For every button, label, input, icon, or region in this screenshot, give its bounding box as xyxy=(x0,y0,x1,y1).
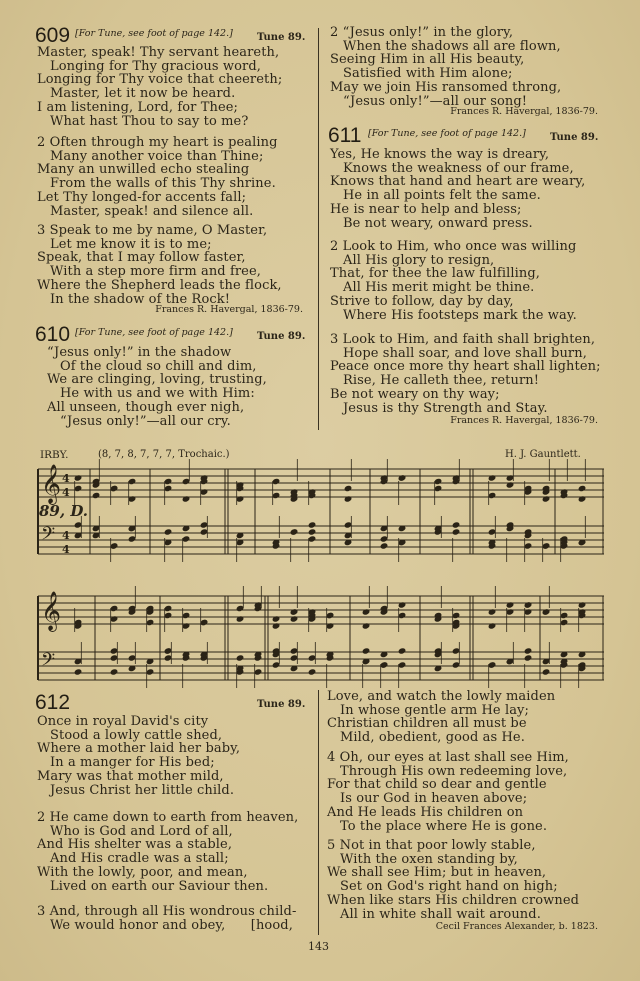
bass-clef-icon: 𝄢 xyxy=(41,524,56,549)
tune-reference: [For Tune, see foot of page 142.] xyxy=(75,28,233,39)
note-head xyxy=(362,622,371,629)
stanza-line: In the shadow of the Rock! xyxy=(50,291,231,307)
stanza-line: He in all points felt the same. xyxy=(343,188,541,204)
note-head xyxy=(398,601,407,608)
time-signature: 4 xyxy=(62,529,70,542)
stanza-line: With a step more firm and free, xyxy=(50,264,262,280)
note-head xyxy=(110,668,119,675)
note-head xyxy=(290,615,299,622)
stanza-line: “Jesus only!”—all our song! xyxy=(343,93,528,109)
stanza-line: He with us and we with Him: xyxy=(60,386,255,402)
time-signature: 4 xyxy=(62,543,70,556)
stanza-line: Master, let it now be heard. xyxy=(50,86,236,102)
tune-reference: [For Tune, see foot of page 142.] xyxy=(75,327,233,338)
stanza-line: With the lowly, poor, and mean, xyxy=(37,864,248,880)
note-head xyxy=(236,654,245,661)
stanza-line: All His merit might be thine. xyxy=(343,280,535,296)
treble-clef-icon: 𝄞 xyxy=(41,591,62,631)
note-head xyxy=(308,521,317,528)
stanza-line: Let me know it is to me; xyxy=(50,236,212,252)
stanza-line: In whose gentle arm He lay; xyxy=(340,702,529,718)
stanza-line: In a manger for His bed; xyxy=(50,755,215,771)
stanza-line: Seeing Him in all His beauty, xyxy=(330,52,525,68)
stanza-line: Mild, obedient, good as He. xyxy=(340,730,525,746)
author-credit: Frances R. Havergal, 1836-79. xyxy=(450,106,598,117)
note-head xyxy=(398,647,407,654)
stanza-line: What hast Thou to say to me? xyxy=(50,113,249,129)
stanza-line: We shall see Him; but in heaven, xyxy=(327,865,547,881)
stanza-line: 2 Often through my heart is pealing xyxy=(37,135,278,150)
stanza-line: All in white shall wait around. xyxy=(340,906,541,922)
note-head xyxy=(92,492,101,499)
note-head xyxy=(380,542,389,549)
stanza-line: Jesus is thy Strength and Stay. xyxy=(343,400,548,416)
stanza-line: From the walls of this Thy shrine. xyxy=(50,176,276,192)
note-head xyxy=(182,495,191,502)
stanza-line: Through His own redeeming love, xyxy=(340,763,568,779)
composer: H. J. Gauntlett. xyxy=(505,449,581,460)
stanza-line: Once in royal David's city xyxy=(37,714,209,729)
stanza-line: He is near to help and bless; xyxy=(330,201,522,217)
note-head xyxy=(398,474,407,481)
stanza-line: I am listening, Lord, for Thee; xyxy=(37,99,239,115)
note-head xyxy=(524,601,533,608)
note-head xyxy=(74,668,83,675)
stanza-line: Where a mother laid her baby, xyxy=(37,741,241,757)
stanza-line: Strive to follow, day by day, xyxy=(330,293,514,309)
time-signature: 4 xyxy=(62,472,70,485)
stanza-line: Is our God in heaven above; xyxy=(340,791,528,807)
tune-label: 89, D. xyxy=(39,502,89,520)
note-head xyxy=(272,622,281,629)
note-head xyxy=(164,528,173,535)
stanza-line: 5 Not in that poor lowly stable, xyxy=(327,838,536,853)
stanza-line: Lived on earth our Saviour then. xyxy=(50,878,269,894)
stanza-line: When like stars His children crowned xyxy=(327,892,580,908)
stanza-line: Mary was that mother mild, xyxy=(37,768,224,784)
stanza-line: For that child so dear and gentle xyxy=(327,777,547,793)
tune-reference: [For Tune, see foot of page 142.] xyxy=(368,128,526,139)
stanza-line: Master, speak! Thy servant heareth, xyxy=(37,45,280,60)
note-head xyxy=(524,654,533,661)
stanza-line: To the place where He is gone. xyxy=(340,818,548,834)
note-head xyxy=(290,608,299,615)
stanza-line: “Jesus only!” in the shadow xyxy=(47,345,232,360)
stanza-line: Many an unwilled echo stealing xyxy=(37,162,250,178)
note-head xyxy=(236,615,245,622)
hymn-number: 612 xyxy=(35,691,71,714)
stanza-line: Satisfied with Him alone; xyxy=(343,66,513,82)
tune-number: Tune 89. xyxy=(257,331,306,342)
stanza-line: Set on God's right hand on high; xyxy=(340,879,558,895)
hymn-number: 610 xyxy=(35,323,71,346)
tune-number: Tune 89. xyxy=(257,699,306,710)
note-head xyxy=(308,528,317,535)
note-head xyxy=(578,485,587,492)
note-head xyxy=(272,615,281,622)
stanza-line: Let Thy longed-for accents fall; xyxy=(37,189,247,205)
hymn-number: 611 xyxy=(328,124,362,147)
note-head xyxy=(578,601,587,608)
tune-number: Tune 89. xyxy=(257,32,306,43)
note-head xyxy=(542,608,551,615)
stanza-line: 3 And, through all His wondrous child- xyxy=(37,904,297,919)
note-head xyxy=(290,528,299,535)
stanza-line: Who is God and Lord of all, xyxy=(50,823,233,839)
author-credit: Frances R. Havergal, 1836-79. xyxy=(155,304,303,315)
stanza-line: Master, speak! and silence all. xyxy=(50,203,254,219)
stanza-line: Peace once more thy heart shall lighten; xyxy=(330,359,601,375)
stanza-line: Yes, He knows the way is dreary, xyxy=(330,147,550,162)
note-head xyxy=(362,608,371,615)
stanza-line: Hope shall soar, and love shall burn, xyxy=(343,345,587,361)
page-number: 143 xyxy=(308,940,329,953)
note-head xyxy=(488,622,497,629)
stanza-line: And His shelter was a stable, xyxy=(37,837,233,853)
stanza-line: 4 Oh, our eyes at last shall see Him, xyxy=(327,750,569,765)
note-head xyxy=(452,528,461,535)
note-head xyxy=(308,668,317,675)
note-head xyxy=(506,601,515,608)
note-head xyxy=(74,474,83,481)
tune-name: IRBY. xyxy=(40,449,69,461)
stanza-line: 2 “Jesus only!” in the glory, xyxy=(330,25,514,40)
stanza-line: Love, and watch the lowly maiden xyxy=(327,689,556,704)
stanza-line: When the shadows all are flown, xyxy=(343,38,561,54)
stanza-line: Many another voice than Thine; xyxy=(50,148,264,164)
note-head xyxy=(452,521,461,528)
stanza-line: 2 He came down to earth from heaven, xyxy=(37,810,299,825)
note-head xyxy=(506,481,515,488)
stanza-line: All His glory to resign, xyxy=(343,252,495,268)
stanza-line: Of the cloud so chill and dim, xyxy=(60,358,257,374)
note-head xyxy=(542,668,551,675)
stanza-line: “Jesus only!”—all our cry. xyxy=(60,413,231,429)
stanza-line: And His cradle was a stall; xyxy=(50,851,229,867)
tune-number: Tune 89. xyxy=(550,132,599,143)
stanza-line: With the oxen standing by, xyxy=(340,851,518,867)
stanza-line: We would honor and obey, [hood, xyxy=(50,917,293,933)
stanza-line: Be not weary, onward press. xyxy=(343,215,533,231)
stanza-line: Jesus Christ her little child. xyxy=(50,782,235,798)
stanza-line: Speak, that I may follow faster, xyxy=(37,250,246,266)
note-head xyxy=(344,485,353,492)
tune-meter: (8, 7, 8, 7, 7, 7, Trochaic.) xyxy=(98,449,230,460)
stanza-line: May we join His ransomed throng, xyxy=(330,79,562,95)
note-head xyxy=(578,495,587,502)
note-head xyxy=(542,495,551,502)
time-signature: 4 xyxy=(62,486,70,499)
stanza-line: That, for thee the law fulfilling, xyxy=(330,266,540,282)
note-head xyxy=(488,608,497,615)
bass-clef-icon: 𝄢 xyxy=(41,650,56,675)
stanza-line: 3 Look to Him, and faith shall brighten, xyxy=(330,332,596,347)
stanza-line: All unseen, though ever nigh, xyxy=(47,399,245,415)
note-head xyxy=(488,474,497,481)
stanza-line: Christian children all must be xyxy=(327,716,527,732)
author-credit: Cecil Frances Alexander, b. 1823. xyxy=(435,921,598,932)
stanza-line: 2 Look to Him, who once was willing xyxy=(330,239,577,254)
stanza-line: Rise, He calleth thee, return! xyxy=(343,373,540,389)
stanza-line: Knows that hand and heart are weary, xyxy=(330,174,586,190)
author-credit: Frances R. Havergal, 1836-79. xyxy=(450,415,598,426)
stanza-line: 3 Speak to me by name, O Master, xyxy=(37,223,268,238)
note-head xyxy=(362,647,371,654)
hymn-number: 609 xyxy=(35,24,71,47)
stanza-line: Knows the weakness of our frame, xyxy=(343,160,574,176)
stanza-line: Where the Shepherd leads the flock, xyxy=(37,277,282,293)
stanza-line: We are clinging, loving, trusting, xyxy=(47,372,267,388)
stanza-line: Longing for Thy voice that cheereth; xyxy=(37,72,283,88)
stanza-line: Where His footsteps mark the way. xyxy=(343,307,577,323)
stanza-line: Stood a lowly cattle shed, xyxy=(50,727,223,743)
stanza-line: And He leads His children on xyxy=(327,804,524,820)
stanza-line: Be not weary on thy way; xyxy=(330,386,500,402)
stanza-line: Longing for Thy gracious word, xyxy=(50,58,261,74)
treble-clef-icon: 𝄞 xyxy=(41,464,62,504)
note-head xyxy=(524,647,533,654)
note-head xyxy=(344,495,353,502)
